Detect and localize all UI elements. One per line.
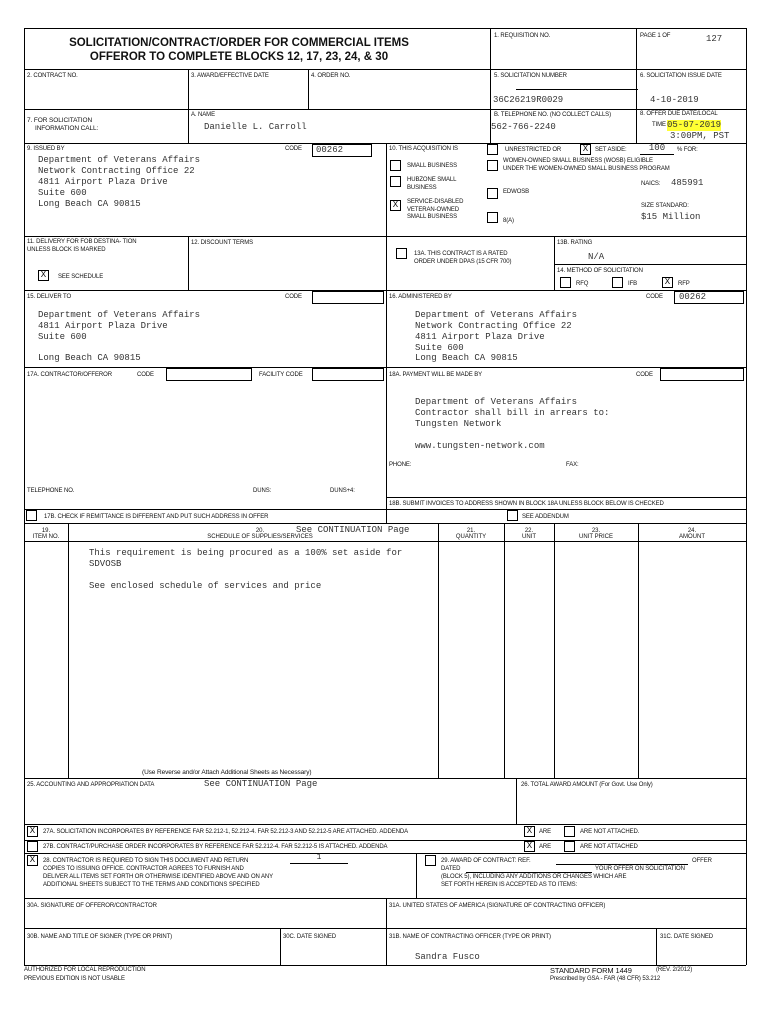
schedule-line-3: See enclosed schedule of services and price	[89, 581, 322, 591]
payment-line-5: www.tungsten-network.com	[415, 441, 545, 451]
29-line-4: SET FORTH HEREIN IS ACCEPTED AS TO ITEMS:	[441, 882, 578, 888]
29-your-offer: YOUR OFFER ON SOLICITATION	[595, 866, 685, 872]
29-line-3: (BLOCK 5), INCLUDING ANY ADDITIONS OR CHANGES WHICH ARE	[441, 874, 627, 880]
order-no-label: 4. ORDER NO.	[311, 73, 351, 79]
sig-30a-label: 30A. SIGNATURE OF OFFEROR/CONTRACTOR	[27, 903, 157, 909]
col21-num: 21.	[466, 528, 476, 534]
footer-reproduction: AUTHORIZED FOR LOCAL REPRODUCTION	[24, 967, 146, 973]
sdvosb-checkbox[interactable]: X	[390, 200, 401, 211]
col23-header: UNIT PRICE	[579, 534, 613, 540]
submit-invoices-label: 18B. SUBMIT INVOICES TO ADDRESS SHOWN IN BLOCK 18A UNLESS BLOCK BELOW IS CHECKED	[389, 501, 664, 507]
small-business-label: SMALL BUSINESS	[407, 163, 458, 169]
27a-are-checkbox[interactable]: X	[524, 826, 535, 837]
27b-are-not-checkbox[interactable]	[564, 841, 575, 852]
sig-31c-label: 31C. DATE SIGNED	[660, 934, 713, 940]
29-checkbox[interactable]	[425, 855, 436, 866]
discount-terms-label: 12. DISCOUNT TERMS	[191, 240, 253, 246]
form-subtitle: OFFEROR TO COMPLETE BLOCKS 12, 17, 23, 24, & 30	[89, 51, 389, 63]
issued-line-2: Network Contracting Office 22	[38, 166, 195, 176]
rfq-checkbox[interactable]	[560, 277, 571, 288]
wosb-label: WOMEN-OWNED SMALL BUSINESS (WOSB) ELIGIBLE UNDER THE WOMEN-OWNED SMALL BUSINESS PROGRAM	[503, 158, 670, 172]
27b-are-not-label: ARE NOT ATTACHED	[580, 844, 638, 850]
29-ref-line	[556, 864, 688, 865]
col20-header: SCHEDULE OF SUPPLIES/SERVICES	[207, 534, 313, 540]
payment-line-2: Contractor shall bill in arrears to:	[415, 408, 610, 418]
facility-code-box[interactable]	[312, 368, 384, 381]
27b-are-checkbox[interactable]: X	[524, 841, 535, 852]
solicitation-number-label: 5. SOLICITATION NUMBER	[494, 73, 567, 79]
info-call-label-1: 7. FOR SOLICITATION	[27, 117, 93, 124]
col24-header: AMOUNT	[679, 534, 705, 540]
deliver-line-5: Long Beach CA 90815	[38, 353, 141, 363]
col21-header: QUANTITY	[455, 534, 487, 540]
see-addendum-label: SEE ADDENDUM	[522, 514, 569, 520]
deliver-to-label: 15. DELIVER TO	[27, 294, 72, 300]
28-checkbox[interactable]: X	[27, 855, 38, 866]
29-line-1: 29. AWARD OF CONTRACT: REF.	[441, 858, 531, 864]
footer-previous-edition: PREVIOUS EDITION IS NOT USABLE	[24, 976, 125, 982]
due-time-label: TIME	[652, 122, 666, 128]
admin-code: 00262	[679, 292, 707, 302]
27a-label: 27A. SOLICITATION INCORPORATES BY REFERENCE FAR 52.212-1, 52.212-4. FAR 52.212-3 AND 52.212-5 ARE ATTACHED. ADDENDA	[43, 829, 408, 835]
issue-date: 4-10-2019	[650, 95, 699, 105]
size-standard-label: SIZE STANDARD:	[641, 203, 689, 209]
issued-line-1: Department of Veterans Affairs	[38, 155, 201, 165]
wosb-checkbox[interactable]	[487, 160, 498, 171]
percent-for-label: % FOR:	[677, 147, 698, 153]
payment-label: 18A. PAYMENT WILL BE MADE BY	[389, 372, 483, 378]
set-aside-percent: 100	[640, 143, 674, 155]
contractor-label: 17A. CONTRACTOR/OFFEROR	[27, 372, 112, 378]
solicitation-number: 36C26219R0029	[493, 95, 564, 105]
deliver-code-label: CODE	[285, 294, 302, 300]
set-aside-checkbox[interactable]: X	[580, 144, 591, 155]
acquisition-label: 10. THIS ACQUISITION IS	[389, 146, 458, 152]
rfq-label: RFQ	[576, 281, 589, 287]
ifb-label: IFB	[628, 281, 638, 287]
sdvosb-label: SERVICE-DISABLED VETERAN-OWNED SMALL BUSINESS	[407, 199, 464, 220]
award-date-label: 3. AWARD/EFFECTIVE DATE	[191, 73, 269, 79]
28-line-4: ADDITIONAL SHEETS SUBJECT TO THE TERMS AND CONDITIONS SPECIFIED	[43, 882, 260, 888]
admin-code-label: CODE	[646, 294, 663, 300]
contractor-code-label: CODE	[137, 372, 154, 378]
29-dated-line	[466, 872, 592, 873]
schedule-footnote: (Use Reverse and/or Attach Additional Sheets as Necessary)	[142, 769, 312, 776]
issued-line-5: Long Beach CA 90815	[38, 199, 141, 209]
sig-30b-label: 30B. NAME AND TITLE OF SIGNER (TYPE OR PRINT)	[27, 934, 173, 940]
due-date-label: 8. OFFER DUE DATE/LOCAL	[640, 111, 718, 117]
27b-label: 27B. CONTRACT/PURCHASE ORDER INCORPORATES BY REFERENCE FAR 52.212-4. FAR 52.212-5 IS ATTACHED. ADDENDA	[43, 844, 388, 850]
27a-checkbox[interactable]: X	[27, 826, 38, 837]
requisition-label: 1. REQUISITION NO.	[494, 33, 551, 39]
27a-are-label: ARE	[539, 829, 552, 835]
deliver-line-3: Suite 600	[38, 332, 87, 342]
edwosb-label: EDWOSB	[503, 189, 530, 195]
issued-by-label: 9. ISSUED BY	[27, 146, 65, 152]
deliver-line-1: Department of Veterans Affairs	[38, 310, 201, 320]
contact-phone: 562-766-2240	[491, 122, 556, 132]
footer-revision: (REV. 2/2012)	[656, 967, 693, 973]
sig-30c-label: 30C. DATE SIGNED	[283, 934, 336, 940]
contact-name: Danielle L. Carroll	[204, 122, 307, 132]
payment-code-label: CODE	[636, 372, 653, 378]
col24-num: 24.	[687, 528, 697, 534]
rated-order-checkbox[interactable]	[396, 248, 407, 259]
page-total: 127	[706, 34, 723, 44]
col22-num: 22.	[524, 528, 534, 534]
contract-no-label: 2. CONTRACT NO.	[27, 73, 78, 79]
naics-label: NAICS:	[641, 181, 661, 187]
27b-are-label: ARE	[539, 844, 552, 850]
rating-label: 13B. RATING	[557, 240, 593, 246]
admin-line-2: Network Contracting Office 22	[415, 321, 572, 331]
col22-header: UNIT	[522, 534, 536, 540]
col20-note: See CONTINUATION Page	[296, 525, 410, 535]
offer-due-time: 3:00PM, PST	[670, 131, 730, 141]
27b-checkbox[interactable]	[27, 841, 38, 852]
small-business-checkbox[interactable]	[390, 160, 401, 171]
total-award-label: 26. TOTAL AWARD AMOUNT (For Govt. Use Only)	[521, 782, 653, 788]
duns-label: DUNS:	[253, 488, 272, 494]
form-title: SOLICITATION/CONTRACT/ORDER FOR COMMERCIAL ITEMS	[69, 37, 409, 49]
method-label: 14. METHOD OF SOLICITATION	[557, 268, 643, 274]
deliver-line-2: 4811 Airport Plaza Drive	[38, 321, 168, 331]
see-addendum-checkbox[interactable]	[507, 510, 518, 521]
footer-prescribed: Prescribed by GSA - FAR (48 CFR) 53.212	[550, 976, 661, 982]
schedule-line-1: This requirement is being procured as a 100% set aside for	[89, 548, 403, 558]
contracting-officer-name: Sandra Fusco	[415, 952, 480, 962]
29-dated: DATED	[441, 866, 461, 872]
naics-code: 485991	[671, 178, 704, 188]
issued-line-4: Suite 600	[38, 188, 87, 198]
edwosb-checkbox[interactable]	[487, 188, 498, 199]
hubzone-checkbox[interactable]	[390, 176, 401, 187]
see-schedule-checkbox[interactable]: X	[38, 270, 49, 281]
28-line-3: DELIVER ALL ITEMS SET FORTH OR OTHERWISE IDENTIFIED ABOVE AND ON ANY	[43, 874, 274, 880]
contractor-code-box[interactable]	[166, 368, 252, 381]
27a-are-not-label: ARE NOT ATTACHED.	[580, 829, 640, 835]
issue-date-label: 6. SOLICITATION ISSUE DATE	[640, 73, 722, 79]
col20-num: 20.	[255, 528, 265, 534]
accounting-value: See CONTINUATION Page	[204, 779, 318, 789]
admin-line-1: Department of Veterans Affairs	[415, 310, 578, 320]
footer-form-number: STANDARD FORM 1449	[550, 966, 632, 975]
col23-num: 23.	[591, 528, 601, 534]
deliver-code-box	[312, 291, 384, 304]
issued-code: 00262	[316, 145, 344, 155]
rated-order-label: 13A. THIS CONTRACT IS A RATED ORDER UNDER DPAS (15 CFR 700)	[414, 251, 512, 265]
issued-line-3: 4811 Airport Plaza Drive	[38, 177, 168, 187]
phone-field-label: PHONE:	[389, 462, 412, 468]
see-schedule-label: SEE SCHEDULE	[58, 274, 104, 280]
29-offer: OFFER	[692, 858, 712, 864]
sig-31a-label: 31A. UNITED STATES OF AMERICA (SIGNATURE OF CONTRACTING OFFICER)	[389, 903, 606, 909]
rfp-checkbox[interactable]: X	[662, 277, 673, 288]
unrestricted-checkbox[interactable]	[487, 144, 498, 155]
remittance-label: 17B. CHECK IF REMITTANCE IS DIFFERENT AND PUT SUCH ADDRESS IN OFFER	[44, 514, 269, 520]
fax-field-label: FAX:	[566, 462, 579, 468]
27a-are-not-checkbox[interactable]	[564, 826, 575, 837]
info-call-label-2: INFORMATION CALL:	[35, 125, 99, 132]
remittance-checkbox[interactable]	[26, 510, 37, 521]
accounting-label: 25. ACCOUNTING AND APPROPRIATION DATA	[27, 782, 155, 788]
eight-a-checkbox[interactable]	[487, 212, 498, 223]
col19-header: ITEM NO.	[32, 534, 60, 540]
page-label: PAGE 1 OF	[640, 33, 671, 39]
sig-31b-label: 31B. NAME OF CONTRACTING OFFICER (TYPE OR PRINT)	[389, 934, 551, 940]
ifb-checkbox[interactable]	[612, 277, 623, 288]
set-aside-label: SET ASIDE:	[595, 147, 627, 153]
payment-line-1: Department of Veterans Affairs	[415, 397, 578, 407]
delivery-fob-label: 11. DELIVERY FOR FOB DESTINA- TION UNLESS BLOCK IS MARKED	[27, 239, 137, 253]
eight-a-label: 8(A)	[503, 218, 514, 224]
telephone-label: TELEPHONE NO.	[27, 488, 75, 494]
payment-line-3: Tungsten Network	[415, 419, 502, 429]
duns4-label: DUNS+4:	[330, 488, 355, 494]
28-copies: 1	[290, 853, 348, 864]
name-label: A. NAME	[191, 112, 215, 118]
unrestricted-label: UNRESTRICTED OR	[505, 147, 562, 153]
admin-line-3: 4811 Airport Plaza Drive	[415, 332, 545, 342]
admin-line-4: Suite 600	[415, 343, 464, 353]
administered-by-label: 16. ADMINISTERED BY	[389, 294, 452, 300]
admin-line-5: Long Beach CA 90815	[415, 353, 518, 363]
hubzone-label: HUBZONE SMALL BUSINESS	[407, 177, 457, 191]
phone-label: B. TELEPHONE NO. (NO COLLECT CALLS)	[494, 112, 611, 118]
facility-code-label: FACILITY CODE	[259, 372, 303, 378]
schedule-line-2: SDVOSB	[89, 559, 122, 569]
issued-code-label: CODE	[285, 146, 302, 152]
rfp-label: RFP	[678, 281, 690, 287]
rating-value: N/A	[588, 252, 605, 262]
col19-num: 19.	[41, 528, 51, 534]
payment-code-box	[660, 368, 744, 381]
28-line-1: 28. CONTRACTOR IS REQUIRED TO SIGN THIS DOCUMENT AND RETURN	[43, 858, 249, 864]
28-line-2: COPIES TO ISSUING OFFICE. CONTRACTOR AGREES TO FURNISH AND	[43, 866, 244, 872]
size-standard: $15 Million	[641, 212, 701, 222]
offer-due-date: 05-07-2019	[667, 120, 722, 130]
